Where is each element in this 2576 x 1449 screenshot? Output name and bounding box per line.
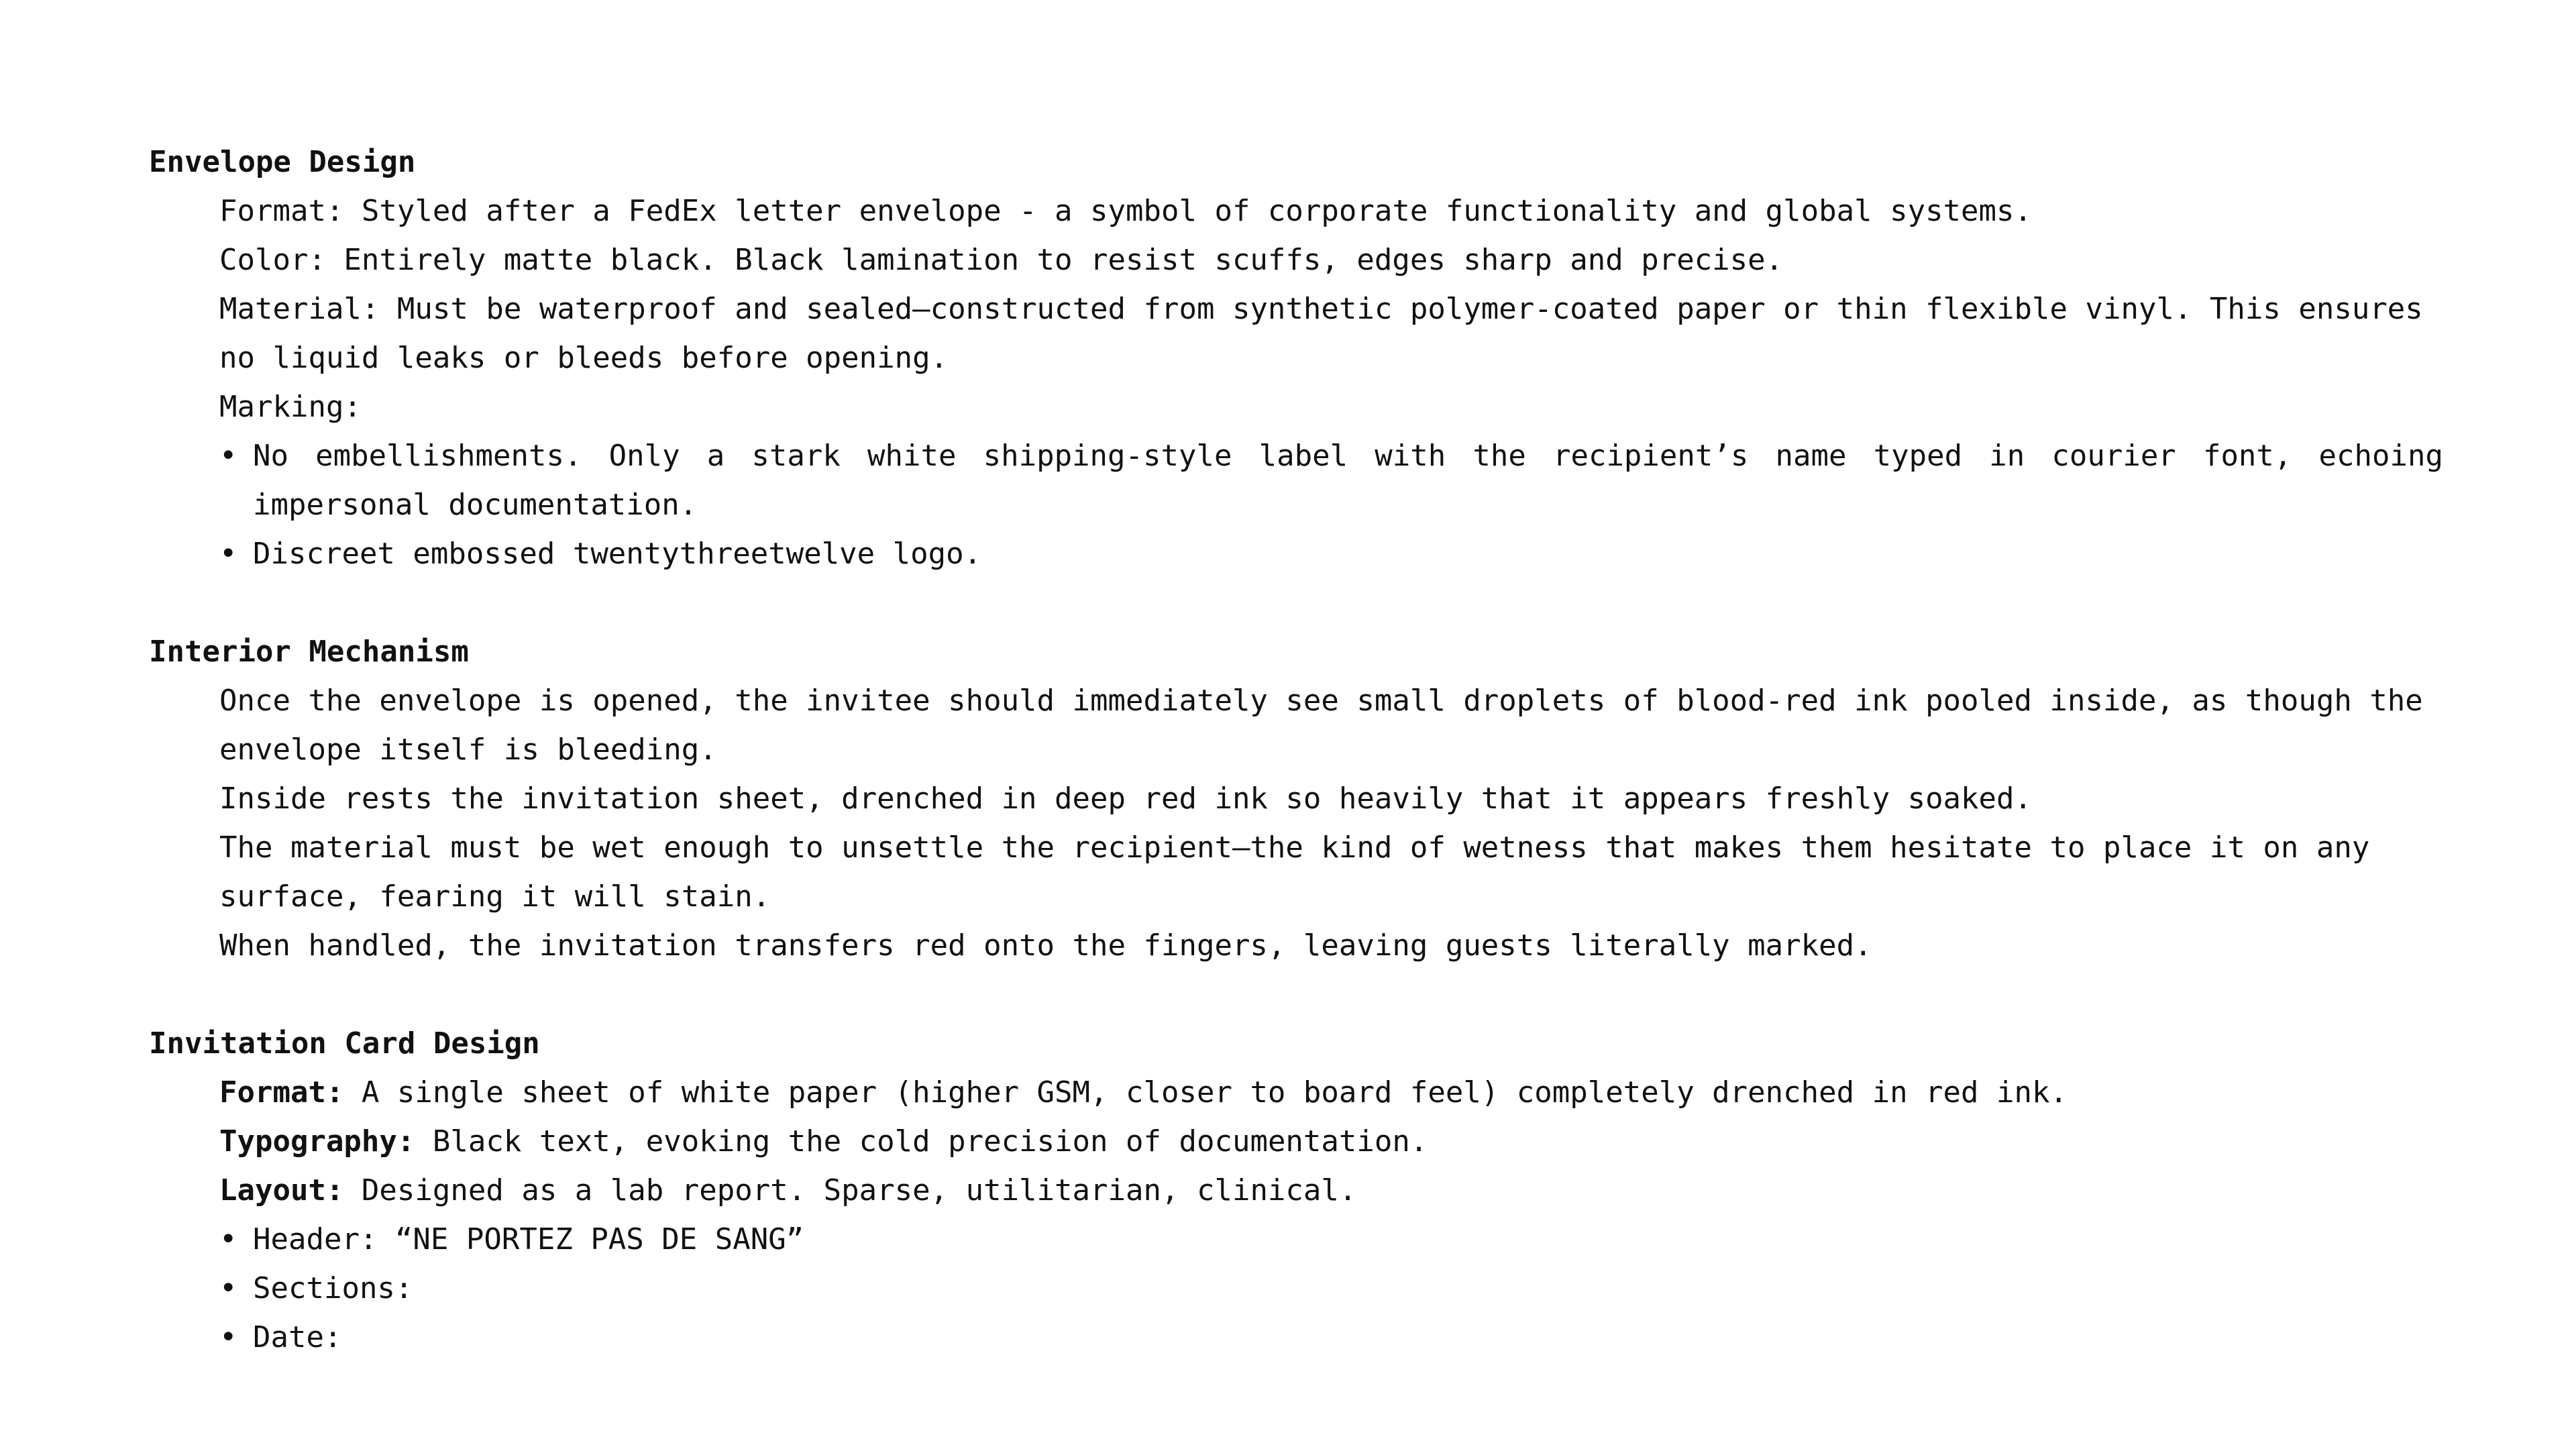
- section-heading: Interior Mechanism: [149, 635, 469, 669]
- card-typography-text: Black text, evoking the cold precision of documentation.: [415, 1124, 1428, 1159]
- section-body: [149, 1068, 2443, 1362]
- section-interior-mechanism: [149, 627, 2443, 970]
- bullet-item: • Date:: [219, 1313, 2443, 1362]
- interior-paragraph: Inside rests the invitation sheet, drenched in deep red ink so heavily that it appears freshly soaked.: [219, 782, 2033, 816]
- interior-paragraph: When handled, the invitation transfers red onto the fingers, leaving guests literally marked.: [219, 928, 1872, 963]
- envelope-marking-label: Marking:: [219, 390, 362, 424]
- card-typography: [219, 1117, 2443, 1166]
- bullet-item: • Sections:: [219, 1264, 2443, 1313]
- section-envelope-design: [149, 138, 2443, 578]
- interior-paragraph: The material must be wet enough to unsettle the recipient—the kind of wetness that makes them hesitate to place it on any surface, fearing it will stain.: [219, 830, 2370, 914]
- card-format-text: A single sheet of white paper (higher GSM, closer to board feel) completely drenched in red ink.: [343, 1075, 2068, 1110]
- envelope-color: Color: Entirely matte black. Black lamination to resist scuffs, edges sharp and precise.: [219, 243, 1784, 277]
- envelope-format: Format: Styled after a FedEx letter envelope - a symbol of corporate functionality and global systems.: [219, 194, 2033, 228]
- envelope-material: Material: Must be waterproof and sealed—constructed from synthetic polymer-coated paper or thin flexible vinyl. This ensures no liquid leaks or bleeds before opening.: [219, 292, 2423, 375]
- section-heading: Invitation Card Design: [149, 1026, 540, 1061]
- card-typography-label: Typography:: [219, 1124, 415, 1159]
- document: [149, 138, 2443, 1362]
- section-heading: Envelope Design: [149, 145, 416, 179]
- interior-paragraph: Once the envelope is opened, the invitee should immediately see small droplets of blood-red ink pooled inside, as though the envelope itself is bleeding.: [219, 684, 2423, 767]
- section-body: [149, 676, 2443, 970]
- bullet-item: • Discreet embossed twentythreetwelve logo.: [219, 529, 2443, 578]
- bullet-item: • No embellishments. Only a stark white shipping-style label with the recipient’s name typed in courier font, echoing impersonal documentation.: [219, 431, 2443, 529]
- bullet-item: • Header: “NE PORTEZ PAS DE SANG”: [219, 1215, 2443, 1264]
- section-invitation-card-design: [149, 1019, 2443, 1362]
- card-layout: [219, 1166, 2443, 1215]
- section-body: [149, 186, 2443, 578]
- card-layout-label: Layout:: [219, 1173, 344, 1208]
- card-format-label: Format:: [219, 1075, 344, 1110]
- card-layout-text: Designed as a lab report. Sparse, utilitarian, clinical.: [343, 1173, 1357, 1208]
- card-format: [219, 1068, 2443, 1117]
